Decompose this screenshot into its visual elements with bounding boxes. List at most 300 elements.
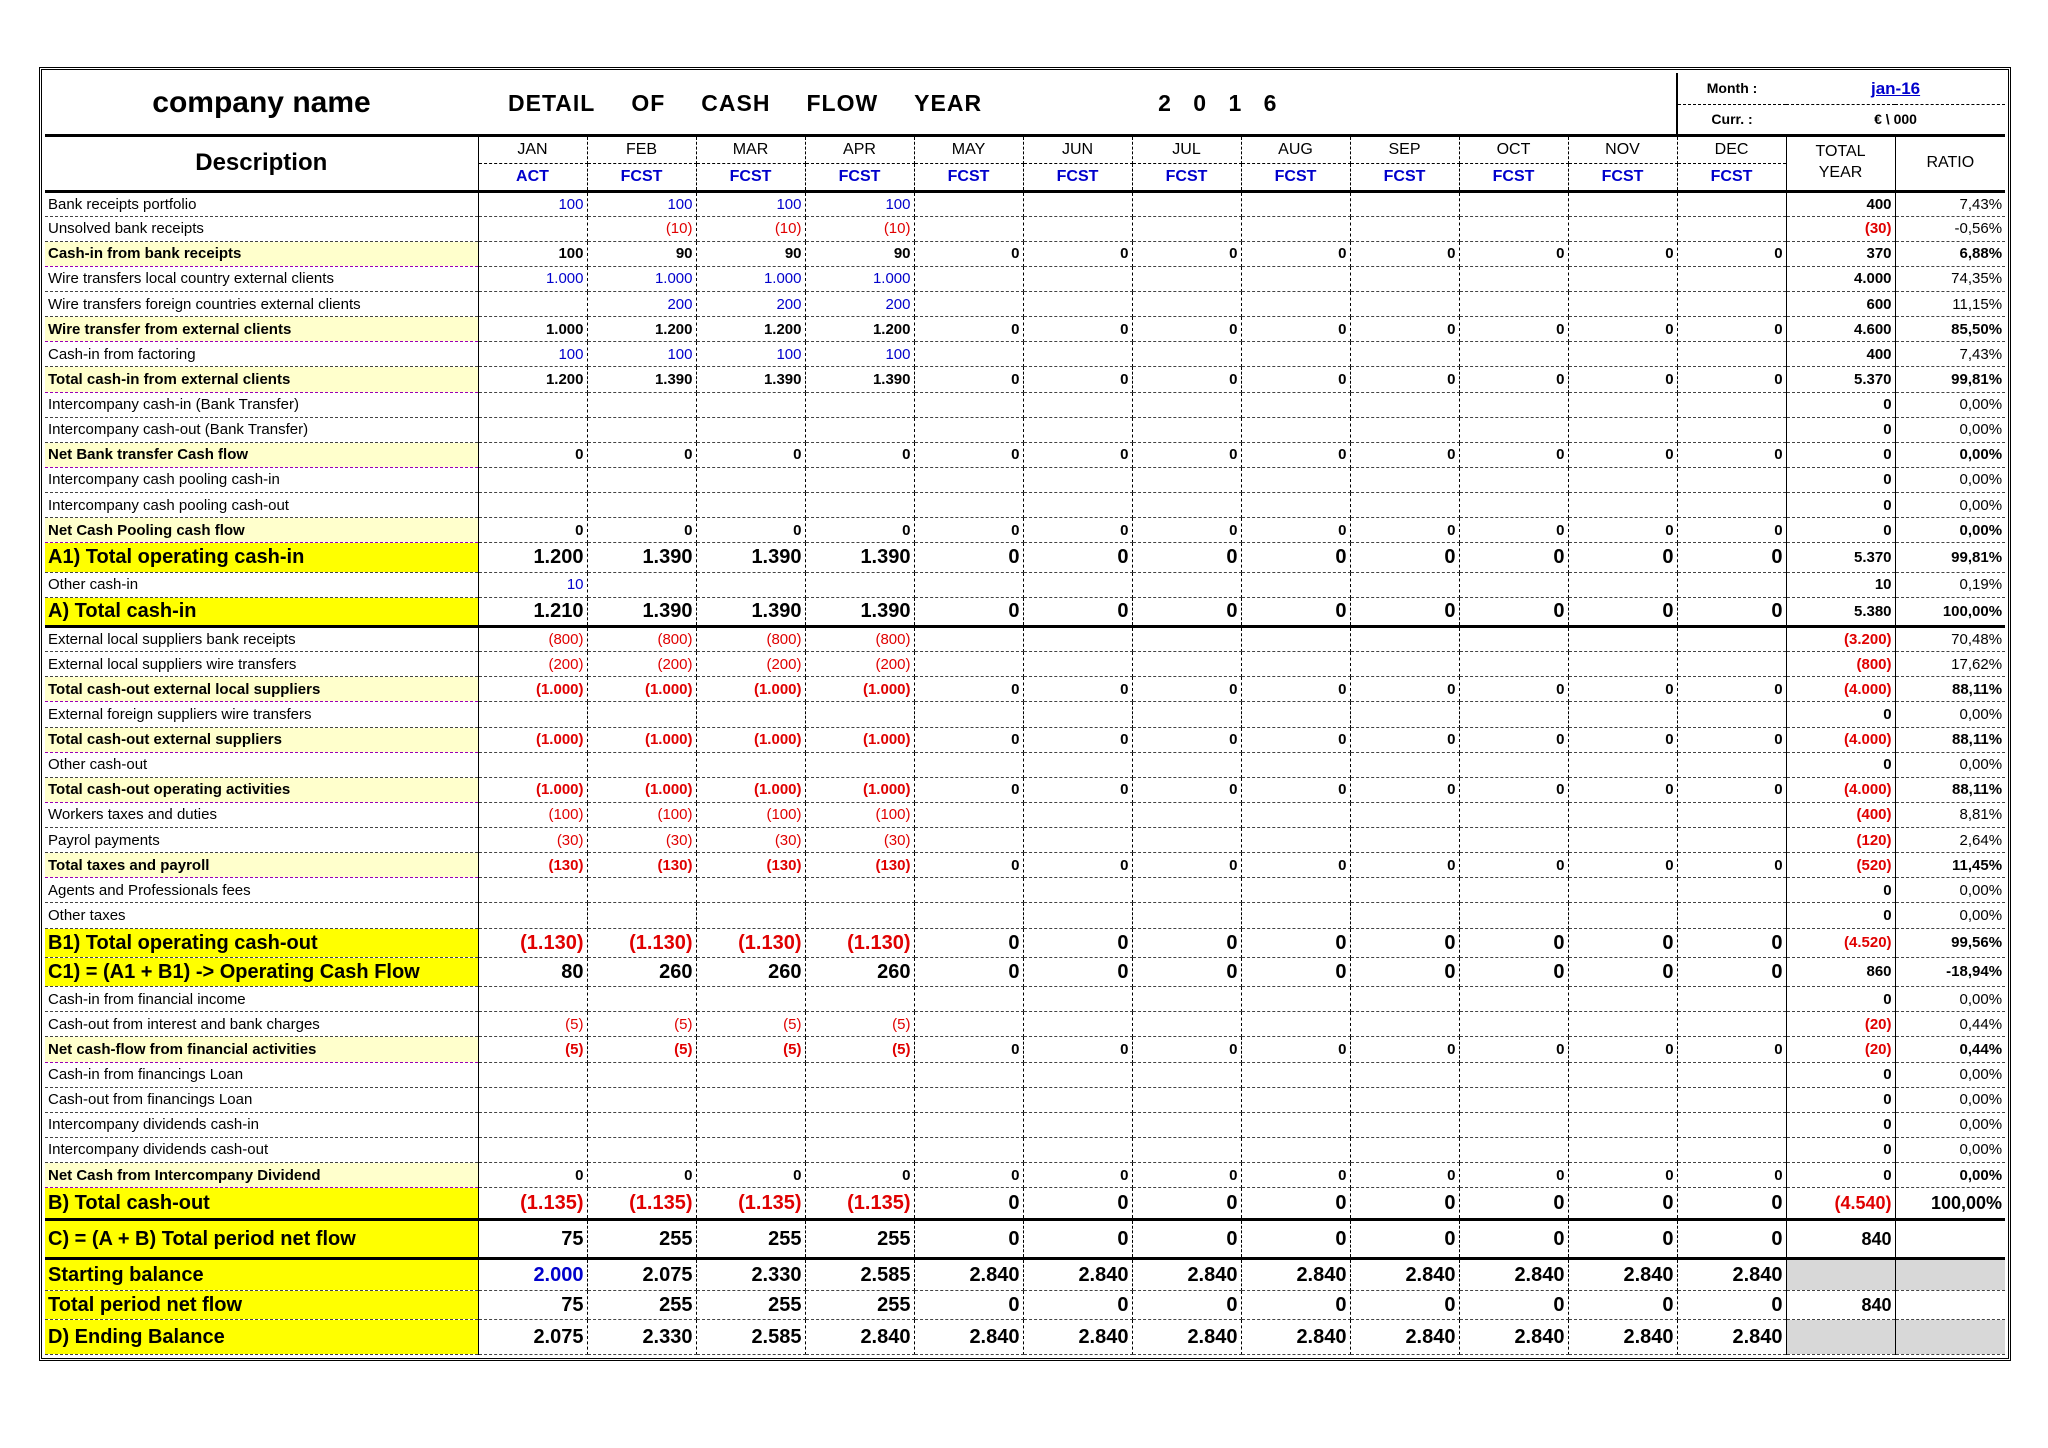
month-value-cell[interactable]: 0 bbox=[1023, 853, 1132, 878]
month-value-cell[interactable]: 100 bbox=[478, 241, 587, 266]
month-value-cell[interactable] bbox=[696, 903, 805, 928]
month-value-cell[interactable]: 260 bbox=[696, 957, 805, 986]
month-value-cell[interactable] bbox=[1241, 467, 1350, 492]
month-value-cell[interactable] bbox=[1350, 828, 1459, 853]
month-value-cell[interactable]: (10) bbox=[805, 216, 914, 241]
month-value-cell[interactable] bbox=[914, 987, 1023, 1012]
month-value-cell[interactable]: 0 bbox=[914, 777, 1023, 802]
month-value-cell[interactable] bbox=[1132, 878, 1241, 903]
month-value-cell[interactable]: 0 bbox=[1568, 928, 1677, 957]
month-value-cell[interactable]: 100 bbox=[696, 342, 805, 367]
month-value-cell[interactable] bbox=[1677, 467, 1786, 492]
month-value-cell[interactable] bbox=[478, 493, 587, 518]
month-value-cell[interactable]: (1.000) bbox=[805, 777, 914, 802]
month-value-cell[interactable]: 0 bbox=[805, 1163, 914, 1188]
month-value-cell[interactable] bbox=[478, 752, 587, 777]
month-value-cell[interactable]: 0 bbox=[1241, 1188, 1350, 1219]
month-value-cell[interactable]: 0 bbox=[914, 317, 1023, 342]
month-value-cell[interactable]: 0 bbox=[1350, 597, 1459, 626]
month-value-cell[interactable] bbox=[1677, 903, 1786, 928]
month-value-cell[interactable]: 1.200 bbox=[478, 367, 587, 392]
month-value-cell[interactable]: 0 bbox=[1350, 1219, 1459, 1259]
month-value-cell[interactable] bbox=[1350, 216, 1459, 241]
month-value-cell[interactable] bbox=[587, 1087, 696, 1112]
month-value-cell[interactable]: 0 bbox=[1132, 1188, 1241, 1219]
month-value-cell[interactable]: 0 bbox=[1459, 957, 1568, 986]
month-value-cell[interactable] bbox=[1568, 802, 1677, 827]
month-value-cell[interactable]: 0 bbox=[1023, 367, 1132, 392]
month-value-cell[interactable] bbox=[805, 903, 914, 928]
month-value-cell[interactable]: 0 bbox=[1350, 1290, 1459, 1319]
month-value-cell[interactable]: (1.000) bbox=[696, 777, 805, 802]
month-value-cell[interactable] bbox=[1241, 266, 1350, 291]
month-value-cell[interactable]: 1.390 bbox=[587, 543, 696, 572]
month-value-cell[interactable]: 0 bbox=[1350, 1163, 1459, 1188]
month-value-cell[interactable] bbox=[805, 987, 914, 1012]
month-value-cell[interactable] bbox=[1132, 903, 1241, 928]
month-value-cell[interactable]: 0 bbox=[914, 928, 1023, 957]
month-value-cell[interactable] bbox=[1132, 627, 1241, 652]
month-value-cell[interactable]: 0 bbox=[1023, 317, 1132, 342]
month-value-cell[interactable]: 100 bbox=[478, 191, 587, 216]
month-value-cell[interactable]: (1.130) bbox=[805, 928, 914, 957]
month-value-cell[interactable] bbox=[587, 702, 696, 727]
month-value-cell[interactable] bbox=[696, 1137, 805, 1162]
month-value-cell[interactable] bbox=[1023, 392, 1132, 417]
month-value-cell[interactable]: 2.840 bbox=[1568, 1320, 1677, 1355]
month-value-cell[interactable]: 1.000 bbox=[696, 266, 805, 291]
month-value-cell[interactable]: 2.840 bbox=[1350, 1320, 1459, 1355]
month-value-cell[interactable]: 0 bbox=[1241, 677, 1350, 702]
month-value-cell[interactable] bbox=[1350, 802, 1459, 827]
month-value-cell[interactable]: 0 bbox=[1568, 1163, 1677, 1188]
month-value-cell[interactable]: (100) bbox=[587, 802, 696, 827]
month-value-cell[interactable]: 0 bbox=[696, 1163, 805, 1188]
month-value-cell[interactable] bbox=[587, 493, 696, 518]
month-value-cell[interactable] bbox=[1350, 627, 1459, 652]
month-value-cell[interactable] bbox=[1568, 652, 1677, 677]
month-value-cell[interactable] bbox=[478, 903, 587, 928]
month-value-cell[interactable]: 0 bbox=[1350, 1188, 1459, 1219]
month-value-cell[interactable]: 0 bbox=[1132, 518, 1241, 543]
month-value-cell[interactable]: (1.000) bbox=[696, 727, 805, 752]
month-value-cell[interactable]: 0 bbox=[914, 442, 1023, 467]
month-value-cell[interactable] bbox=[1568, 1087, 1677, 1112]
month-value-cell[interactable]: 90 bbox=[587, 241, 696, 266]
month-value-cell[interactable] bbox=[696, 987, 805, 1012]
month-value-cell[interactable] bbox=[1568, 627, 1677, 652]
month-value-cell[interactable] bbox=[805, 1087, 914, 1112]
month-value-cell[interactable]: 0 bbox=[805, 518, 914, 543]
month-value-cell[interactable]: 0 bbox=[1132, 317, 1241, 342]
month-value-cell[interactable]: 0 bbox=[1023, 241, 1132, 266]
month-value-cell[interactable] bbox=[1350, 292, 1459, 317]
month-value-cell[interactable]: (1.130) bbox=[478, 928, 587, 957]
month-value-cell[interactable] bbox=[696, 702, 805, 727]
month-value-cell[interactable] bbox=[1132, 1062, 1241, 1087]
month-value-cell[interactable]: (30) bbox=[478, 828, 587, 853]
month-value-cell[interactable] bbox=[1459, 216, 1568, 241]
month-value-cell[interactable] bbox=[805, 702, 914, 727]
month-value-cell[interactable] bbox=[914, 1087, 1023, 1112]
month-value-cell[interactable] bbox=[1132, 493, 1241, 518]
month-value-cell[interactable] bbox=[1241, 216, 1350, 241]
month-value-cell[interactable] bbox=[1241, 1062, 1350, 1087]
month-value-cell[interactable] bbox=[1677, 828, 1786, 853]
month-value-cell[interactable]: 0 bbox=[914, 1219, 1023, 1259]
month-value-cell[interactable]: 0 bbox=[1459, 1163, 1568, 1188]
month-value-cell[interactable] bbox=[696, 493, 805, 518]
month-value-cell[interactable]: 1.390 bbox=[805, 367, 914, 392]
month-value-cell[interactable]: 1.210 bbox=[478, 597, 587, 626]
month-value-cell[interactable] bbox=[1350, 1012, 1459, 1037]
month-value-cell[interactable] bbox=[1677, 1112, 1786, 1137]
month-value-cell[interactable] bbox=[805, 1062, 914, 1087]
month-value-cell[interactable]: 0 bbox=[1023, 1219, 1132, 1259]
month-value-cell[interactable] bbox=[1459, 572, 1568, 597]
month-value-cell[interactable] bbox=[1132, 572, 1241, 597]
month-value-cell[interactable]: 0 bbox=[1350, 677, 1459, 702]
month-value-cell[interactable]: 0 bbox=[1568, 597, 1677, 626]
month-value-cell[interactable] bbox=[1023, 1012, 1132, 1037]
month-value-cell[interactable]: 0 bbox=[1241, 597, 1350, 626]
month-value-cell[interactable] bbox=[914, 702, 1023, 727]
month-value-cell[interactable] bbox=[696, 417, 805, 442]
month-value-cell[interactable] bbox=[1023, 1137, 1132, 1162]
month-value-cell[interactable] bbox=[914, 191, 1023, 216]
month-value-cell[interactable] bbox=[1459, 878, 1568, 903]
month-value-cell[interactable] bbox=[1677, 392, 1786, 417]
month-value-cell[interactable] bbox=[914, 342, 1023, 367]
month-value-cell[interactable]: 0 bbox=[1132, 853, 1241, 878]
month-value-cell[interactable]: 2.840 bbox=[1677, 1320, 1786, 1355]
month-value-cell[interactable]: 0 bbox=[1350, 241, 1459, 266]
month-value-cell[interactable]: 2.840 bbox=[1132, 1320, 1241, 1355]
month-value-cell[interactable]: 0 bbox=[1350, 518, 1459, 543]
month-value-cell[interactable]: (100) bbox=[478, 802, 587, 827]
month-value-cell[interactable] bbox=[1023, 702, 1132, 727]
month-value-cell[interactable]: 0 bbox=[1350, 442, 1459, 467]
month-value-cell[interactable]: 0 bbox=[1677, 1163, 1786, 1188]
month-value-cell[interactable] bbox=[478, 1112, 587, 1137]
month-value-cell[interactable]: 255 bbox=[696, 1290, 805, 1319]
month-value-cell[interactable] bbox=[1350, 1112, 1459, 1137]
month-value-cell[interactable]: 0 bbox=[1350, 1037, 1459, 1062]
month-value-cell[interactable]: 0 bbox=[1350, 543, 1459, 572]
month-value-cell[interactable] bbox=[1568, 392, 1677, 417]
month-value-cell[interactable] bbox=[1241, 1112, 1350, 1137]
month-value-cell[interactable] bbox=[1023, 493, 1132, 518]
month-value-cell[interactable]: (5) bbox=[587, 1037, 696, 1062]
month-value-cell[interactable] bbox=[914, 1012, 1023, 1037]
month-value-cell[interactable]: 0 bbox=[1568, 518, 1677, 543]
month-value-cell[interactable] bbox=[587, 1062, 696, 1087]
month-value-cell[interactable]: 0 bbox=[1023, 1037, 1132, 1062]
month-value-cell[interactable] bbox=[1241, 903, 1350, 928]
month-value-cell[interactable] bbox=[1241, 878, 1350, 903]
month-value-cell[interactable]: 0 bbox=[1677, 518, 1786, 543]
month-value-cell[interactable] bbox=[1132, 417, 1241, 442]
month-value-cell[interactable] bbox=[805, 752, 914, 777]
month-value-cell[interactable]: 0 bbox=[1241, 367, 1350, 392]
month-value-cell[interactable]: 1.000 bbox=[478, 266, 587, 291]
month-value-cell[interactable] bbox=[1568, 987, 1677, 1012]
month-value-cell[interactable] bbox=[1023, 191, 1132, 216]
month-value-cell[interactable]: 0 bbox=[1350, 727, 1459, 752]
month-value-cell[interactable]: 0 bbox=[1459, 597, 1568, 626]
month-value-cell[interactable] bbox=[1568, 752, 1677, 777]
month-value-cell[interactable] bbox=[914, 903, 1023, 928]
month-value-cell[interactable]: (1.000) bbox=[587, 677, 696, 702]
month-value-cell[interactable]: 0 bbox=[1459, 1188, 1568, 1219]
month-value-cell[interactable] bbox=[1241, 752, 1350, 777]
month-value-cell[interactable]: (800) bbox=[805, 627, 914, 652]
month-value-cell[interactable] bbox=[914, 493, 1023, 518]
month-value-cell[interactable]: (1.000) bbox=[587, 777, 696, 802]
month-value-cell[interactable] bbox=[1023, 1062, 1132, 1087]
month-value-cell[interactable] bbox=[1459, 392, 1568, 417]
month-value-cell[interactable]: 2.075 bbox=[478, 1320, 587, 1355]
month-value-cell[interactable] bbox=[1677, 292, 1786, 317]
month-value-cell[interactable]: 0 bbox=[1023, 1188, 1132, 1219]
month-value-cell[interactable] bbox=[1459, 828, 1568, 853]
month-value-cell[interactable]: (1.130) bbox=[696, 928, 805, 957]
month-value-cell[interactable] bbox=[696, 1087, 805, 1112]
month-value-cell[interactable] bbox=[1459, 987, 1568, 1012]
month-value-cell[interactable]: 0 bbox=[1677, 442, 1786, 467]
month-value-cell[interactable]: 0 bbox=[914, 518, 1023, 543]
month-value-cell[interactable]: (5) bbox=[478, 1012, 587, 1037]
month-value-cell[interactable] bbox=[1132, 702, 1241, 727]
month-value-cell[interactable]: (5) bbox=[805, 1037, 914, 1062]
month-value-cell[interactable] bbox=[1568, 1137, 1677, 1162]
month-value-cell[interactable]: 2.330 bbox=[696, 1259, 805, 1290]
month-value-cell[interactable]: 80 bbox=[478, 957, 587, 986]
month-value-cell[interactable]: 0 bbox=[1568, 777, 1677, 802]
month-value-cell[interactable]: 2.840 bbox=[1023, 1320, 1132, 1355]
month-value-cell[interactable] bbox=[914, 828, 1023, 853]
month-value-cell[interactable]: 1.390 bbox=[696, 367, 805, 392]
month-value-cell[interactable]: 0 bbox=[1459, 853, 1568, 878]
month-value-cell[interactable] bbox=[1023, 342, 1132, 367]
month-value-cell[interactable] bbox=[587, 1112, 696, 1137]
month-value-cell[interactable] bbox=[1132, 392, 1241, 417]
month-value-cell[interactable] bbox=[1459, 342, 1568, 367]
month-value-cell[interactable]: 0 bbox=[1241, 317, 1350, 342]
month-value-cell[interactable]: 1.000 bbox=[587, 266, 696, 291]
month-value-cell[interactable] bbox=[1350, 1137, 1459, 1162]
month-value-cell[interactable] bbox=[1241, 342, 1350, 367]
month-value-cell[interactable]: 0 bbox=[1677, 928, 1786, 957]
month-value-cell[interactable]: 2.840 bbox=[1677, 1259, 1786, 1290]
month-value-cell[interactable]: 0 bbox=[1132, 442, 1241, 467]
month-value-cell[interactable] bbox=[1241, 392, 1350, 417]
month-value-cell[interactable] bbox=[1459, 903, 1568, 928]
month-value-cell[interactable]: 0 bbox=[1568, 1290, 1677, 1319]
month-value-cell[interactable] bbox=[1677, 191, 1786, 216]
month-value-cell[interactable]: 0 bbox=[1459, 241, 1568, 266]
month-value-cell[interactable]: (130) bbox=[587, 853, 696, 878]
month-value-cell[interactable]: 2.840 bbox=[914, 1320, 1023, 1355]
month-value-cell[interactable]: 0 bbox=[914, 677, 1023, 702]
month-value-cell[interactable]: 0 bbox=[1132, 1290, 1241, 1319]
month-value-cell[interactable] bbox=[1677, 652, 1786, 677]
month-value-cell[interactable] bbox=[1677, 417, 1786, 442]
month-value-cell[interactable]: 0 bbox=[1677, 1188, 1786, 1219]
month-value-cell[interactable] bbox=[1132, 752, 1241, 777]
month-value-cell[interactable]: (1.000) bbox=[805, 727, 914, 752]
month-value-cell[interactable] bbox=[1677, 216, 1786, 241]
month-value-cell[interactable] bbox=[1132, 292, 1241, 317]
month-value-cell[interactable]: 0 bbox=[1132, 367, 1241, 392]
month-value-cell[interactable] bbox=[1132, 1087, 1241, 1112]
month-value-cell[interactable] bbox=[1459, 292, 1568, 317]
month-value-cell[interactable]: 0 bbox=[1459, 518, 1568, 543]
month-value-cell[interactable]: 0 bbox=[478, 442, 587, 467]
month-value-cell[interactable] bbox=[1568, 828, 1677, 853]
month-value-cell[interactable]: (1.135) bbox=[587, 1188, 696, 1219]
month-value-cell[interactable]: 0 bbox=[1241, 777, 1350, 802]
month-value-cell[interactable] bbox=[1023, 1087, 1132, 1112]
month-value-cell[interactable]: 0 bbox=[1568, 317, 1677, 342]
month-value-cell[interactable] bbox=[1459, 802, 1568, 827]
month-value-cell[interactable]: 0 bbox=[1132, 1163, 1241, 1188]
month-value-cell[interactable] bbox=[1350, 342, 1459, 367]
month-value-cell[interactable] bbox=[1241, 417, 1350, 442]
month-value-cell[interactable]: 200 bbox=[805, 292, 914, 317]
month-value-cell[interactable]: 2.840 bbox=[1132, 1259, 1241, 1290]
month-value-cell[interactable]: 0 bbox=[1132, 677, 1241, 702]
month-value-cell[interactable] bbox=[1677, 802, 1786, 827]
month-value-cell[interactable]: 0 bbox=[1350, 853, 1459, 878]
month-value-cell[interactable] bbox=[1132, 828, 1241, 853]
month-value-cell[interactable]: 90 bbox=[805, 241, 914, 266]
month-value-cell[interactable] bbox=[1677, 1012, 1786, 1037]
month-value-cell[interactable]: 0 bbox=[1350, 367, 1459, 392]
month-value-cell[interactable]: (5) bbox=[805, 1012, 914, 1037]
month-value-cell[interactable]: (30) bbox=[805, 828, 914, 853]
month-value-cell[interactable]: 255 bbox=[805, 1290, 914, 1319]
month-value-cell[interactable]: 0 bbox=[696, 442, 805, 467]
month-value-cell[interactable] bbox=[587, 1137, 696, 1162]
month-value-cell[interactable] bbox=[1459, 652, 1568, 677]
month-value-cell[interactable] bbox=[587, 392, 696, 417]
month-value-cell[interactable] bbox=[1677, 627, 1786, 652]
month-value-cell[interactable] bbox=[478, 1062, 587, 1087]
month-value-cell[interactable]: (1.000) bbox=[587, 727, 696, 752]
month-value-cell[interactable]: 0 bbox=[914, 727, 1023, 752]
month-value-cell[interactable]: 0 bbox=[1350, 928, 1459, 957]
month-value-cell[interactable] bbox=[478, 878, 587, 903]
month-value-cell[interactable] bbox=[478, 292, 587, 317]
month-value-cell[interactable] bbox=[805, 878, 914, 903]
month-value-cell[interactable] bbox=[914, 216, 1023, 241]
month-value-cell[interactable]: 0 bbox=[1568, 727, 1677, 752]
month-value-cell[interactable] bbox=[1132, 802, 1241, 827]
month-value-cell[interactable] bbox=[914, 467, 1023, 492]
month-value-cell[interactable]: (30) bbox=[587, 828, 696, 853]
month-value-cell[interactable]: (100) bbox=[805, 802, 914, 827]
month-value-cell[interactable] bbox=[1568, 342, 1677, 367]
month-value-cell[interactable] bbox=[1350, 1087, 1459, 1112]
month-value-cell[interactable]: 0 bbox=[805, 442, 914, 467]
month-value-cell[interactable]: 1.200 bbox=[805, 317, 914, 342]
month-value-cell[interactable]: 0 bbox=[1132, 928, 1241, 957]
month-value-cell[interactable] bbox=[1677, 493, 1786, 518]
month-value-cell[interactable] bbox=[1568, 417, 1677, 442]
month-value-cell[interactable] bbox=[1568, 493, 1677, 518]
month-value-cell[interactable] bbox=[1350, 467, 1459, 492]
month-value-cell[interactable]: 0 bbox=[1459, 367, 1568, 392]
month-value-cell[interactable]: 75 bbox=[478, 1290, 587, 1319]
month-value-cell[interactable]: 0 bbox=[1568, 1219, 1677, 1259]
month-value-cell[interactable] bbox=[1459, 191, 1568, 216]
month-value-cell[interactable]: 0 bbox=[1132, 543, 1241, 572]
month-value-cell[interactable] bbox=[478, 1087, 587, 1112]
month-value-cell[interactable] bbox=[1350, 191, 1459, 216]
month-value-cell[interactable] bbox=[1459, 627, 1568, 652]
month-value-cell[interactable] bbox=[1459, 417, 1568, 442]
month-value-cell[interactable]: 100 bbox=[805, 342, 914, 367]
month-value-cell[interactable]: 0 bbox=[1132, 957, 1241, 986]
month-value-cell[interactable]: 0 bbox=[914, 1037, 1023, 1062]
month-value-cell[interactable] bbox=[1459, 266, 1568, 291]
month-value-cell[interactable] bbox=[696, 878, 805, 903]
month-value-cell[interactable] bbox=[914, 802, 1023, 827]
month-value-cell[interactable]: (1.135) bbox=[805, 1188, 914, 1219]
month-value-cell[interactable]: 0 bbox=[478, 518, 587, 543]
month-value-cell[interactable]: 0 bbox=[1241, 518, 1350, 543]
month-value-cell[interactable]: 0 bbox=[1459, 727, 1568, 752]
month-value-cell[interactable]: 2.330 bbox=[587, 1320, 696, 1355]
month-value-cell[interactable] bbox=[805, 1112, 914, 1137]
month-value-cell[interactable]: (800) bbox=[696, 627, 805, 652]
month-value-cell[interactable]: 100 bbox=[587, 191, 696, 216]
month-value-cell[interactable]: 0 bbox=[914, 957, 1023, 986]
month-value-cell[interactable] bbox=[1023, 987, 1132, 1012]
month-value-cell[interactable] bbox=[1350, 493, 1459, 518]
month-value-cell[interactable] bbox=[1568, 702, 1677, 727]
month-value-cell[interactable]: 0 bbox=[914, 241, 1023, 266]
month-value-cell[interactable]: 0 bbox=[1459, 543, 1568, 572]
month-value-cell[interactable] bbox=[478, 216, 587, 241]
month-value-cell[interactable] bbox=[914, 627, 1023, 652]
month-value-cell[interactable] bbox=[914, 1137, 1023, 1162]
month-value-cell[interactable] bbox=[1459, 493, 1568, 518]
month-value-cell[interactable] bbox=[587, 878, 696, 903]
month-value-cell[interactable] bbox=[1677, 342, 1786, 367]
month-value-cell[interactable] bbox=[1677, 878, 1786, 903]
month-value-cell[interactable] bbox=[1568, 467, 1677, 492]
month-value-cell[interactable]: 260 bbox=[805, 957, 914, 986]
month-value-cell[interactable]: 0 bbox=[1132, 1219, 1241, 1259]
month-value-cell[interactable]: 0 bbox=[1677, 727, 1786, 752]
month-value-cell[interactable]: 0 bbox=[1459, 1290, 1568, 1319]
month-value-cell[interactable] bbox=[1241, 828, 1350, 853]
month-value-cell[interactable] bbox=[1241, 627, 1350, 652]
month-value-cell[interactable]: 0 bbox=[1241, 1290, 1350, 1319]
month-value-cell[interactable] bbox=[478, 467, 587, 492]
month-value-cell[interactable] bbox=[696, 752, 805, 777]
month-value-cell[interactable] bbox=[1350, 987, 1459, 1012]
month-value-cell[interactable]: 255 bbox=[696, 1219, 805, 1259]
month-value-cell[interactable]: 0 bbox=[1568, 241, 1677, 266]
month-value-cell[interactable] bbox=[1568, 216, 1677, 241]
month-value-cell[interactable] bbox=[696, 572, 805, 597]
month-value-cell[interactable]: 2.840 bbox=[1350, 1259, 1459, 1290]
month-value-cell[interactable] bbox=[1568, 903, 1677, 928]
month-value-cell[interactable]: 1.390 bbox=[587, 597, 696, 626]
